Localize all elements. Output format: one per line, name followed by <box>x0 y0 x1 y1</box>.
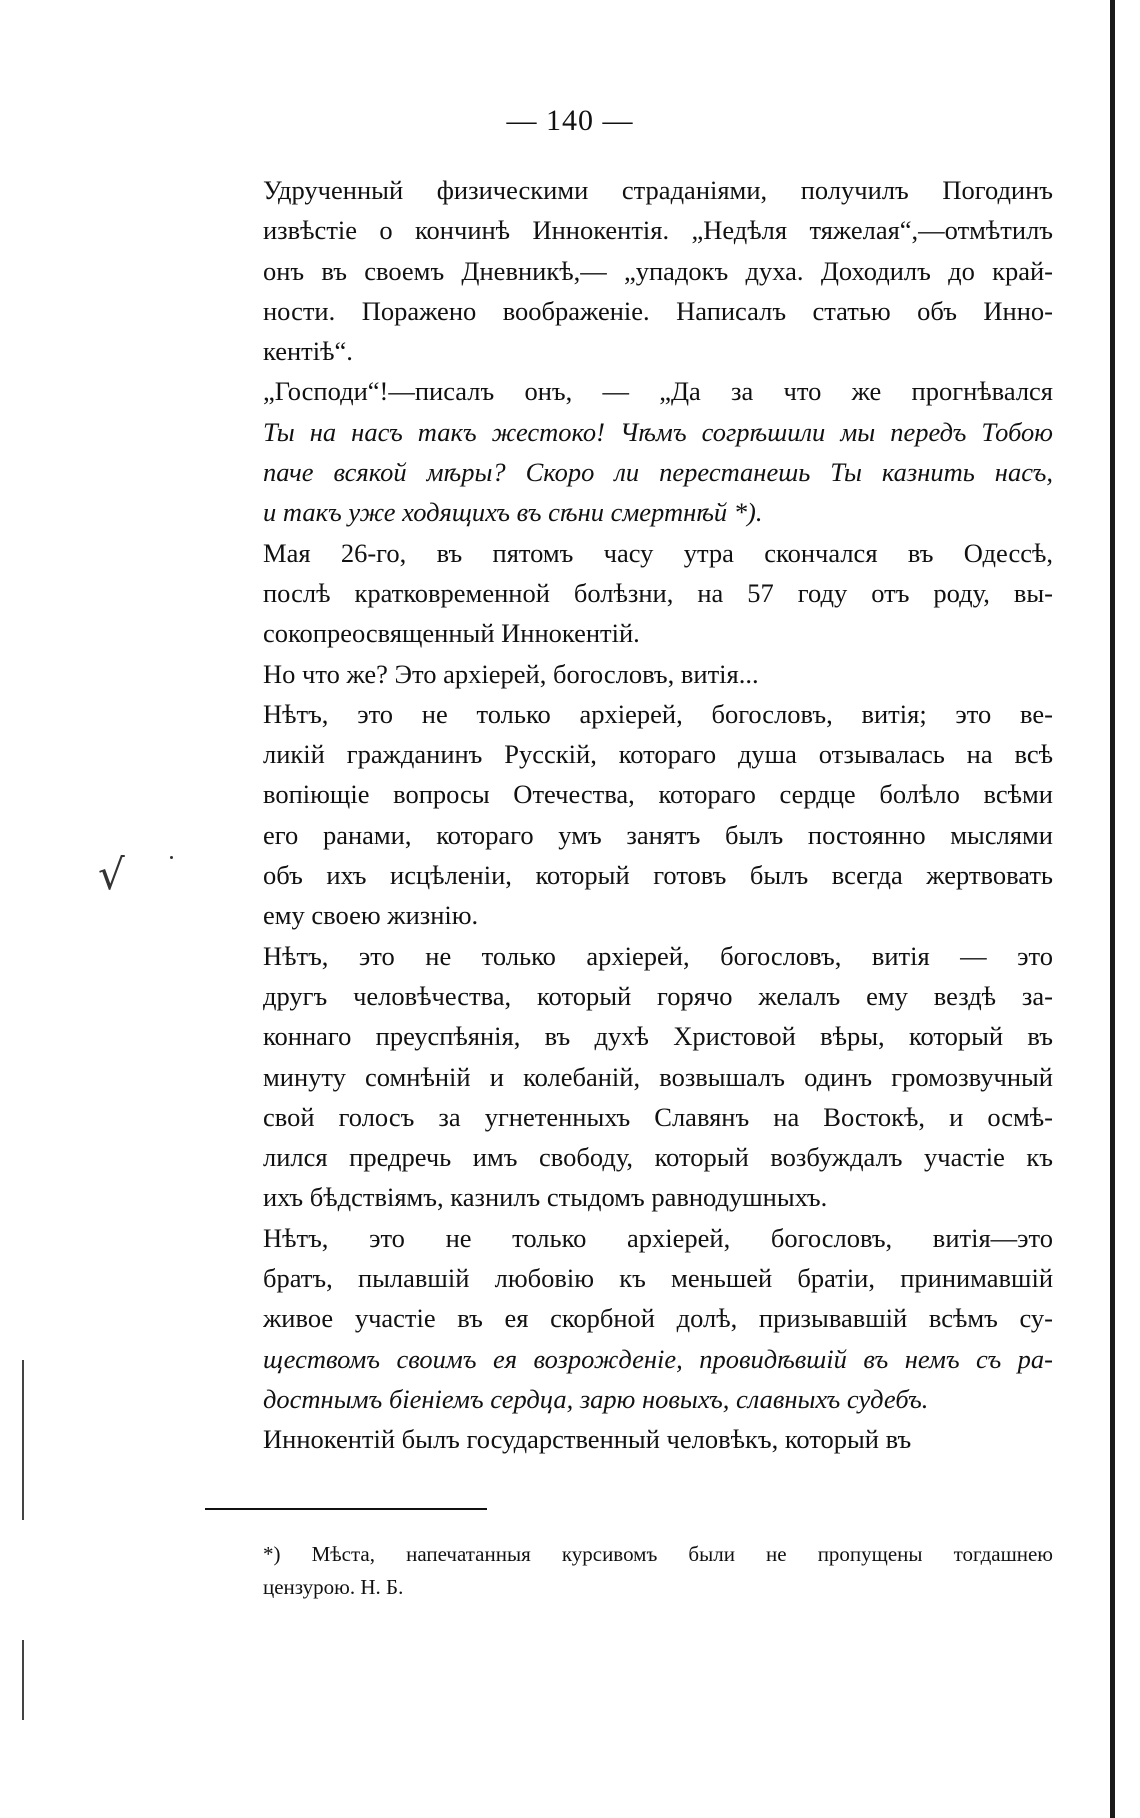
text-line: ности. Поражено воображеніе. Написалъ статью объ Инно- <box>263 295 1053 326</box>
text-line: послѣ кратковременной болѣзни, на 57 году отъ роду, вы- <box>263 577 1053 608</box>
text-line: паче всякой мѣры? Скоро ли перестанешь Ты казнить насъ, <box>263 457 1053 488</box>
text-line: минуту сомнѣній и колебаній, возвышалъ одинъ громозвучный <box>263 1061 1053 1092</box>
page-number: — 140 — <box>506 104 634 137</box>
text-line: и такъ уже ходящихъ въ сѣни смертнѣй *). <box>263 497 763 528</box>
text-line: живое участіе въ ея скорбной долѣ, призывавшій всѣмъ су- <box>263 1303 1053 1334</box>
footnote-line: *) Мѣста, напечатанныя курсивомъ были не пропущены тогдашнею <box>263 1542 1053 1566</box>
text-line: сокопреосвященный Иннокентій. <box>263 618 640 649</box>
text-line: свой голосъ за угнетенныхъ Славянъ на Востокѣ, и осмѣ- <box>263 1101 1053 1132</box>
footnote-line: цензурою. Н. Б. <box>263 1575 404 1599</box>
margin-checkmark: √ <box>98 850 125 899</box>
text-line: лился предречь имъ свободу, который возбуждалъ участіе къ <box>263 1142 1053 1173</box>
text-line: ихъ бѣдствіямъ, казнилъ стыдомъ равнодушныхъ. <box>263 1182 828 1213</box>
text-line: объ ихъ исцѣленіи, который готовъ былъ всегда жертвовать <box>263 860 1053 891</box>
left-edge-mark <box>22 1640 24 1720</box>
text-line: братъ, пылавшій любовію къ меньшей братіи, принимавшій <box>263 1263 1053 1294</box>
text-line: ему своею жизнію. <box>263 900 479 931</box>
left-edge-mark <box>22 1360 24 1520</box>
paragraph <box>263 1419 1053 1459</box>
paragraph <box>263 371 1053 532</box>
text-line: ществомъ своимъ ея возрожденіе, провидѣвшій въ немъ съ ра- <box>263 1343 1053 1374</box>
text-line: Ты на насъ такъ жестоко! Чѣмъ согрѣшили мы передъ Тобою <box>263 416 1053 447</box>
text-line: другъ человѣчества, который горячо желалъ ему вездѣ за- <box>263 980 1053 1011</box>
text-line: Нѣтъ, это не только архіерей, богословъ, витія — это <box>263 940 1053 971</box>
margin-dot <box>170 856 173 859</box>
text-line: кентіѣ“. <box>263 336 353 367</box>
text-line: вопіющіе вопросы Отечества, котораго сердце болѣло всѣми <box>263 779 1053 810</box>
text-line: Иннокентій былъ государственный человѣкъ, который въ <box>263 1424 912 1455</box>
text-line: онъ въ своемъ Дневникѣ,— „упадокъ духа. Доходилъ до край- <box>263 255 1053 286</box>
text-line: его ранами, котораго умъ занятъ былъ постоянно мыслями <box>263 819 1053 850</box>
paragraph <box>263 533 1053 654</box>
text-line: Нѣтъ, это не только архіерей, богословъ, витія—это <box>263 1222 1053 1253</box>
body-text <box>263 170 1053 1460</box>
text-line: Мая 26-го, въ пятомъ часу утра скончался въ Одессѣ, <box>263 537 1053 568</box>
paragraph <box>263 170 1053 371</box>
spine-edge <box>1110 0 1115 1818</box>
text-line: ликій гражданинъ Русскій, котораго душа отзывалась на всѣ <box>263 739 1053 770</box>
text-line: „Господи“!—писалъ онъ, — „Да за что же прогнѣвался <box>263 376 1053 407</box>
footnote-rule <box>205 1508 487 1510</box>
paragraph <box>263 654 1053 694</box>
footnote <box>263 1538 1053 1604</box>
text-line: Нѣтъ, это не только архіерей, богословъ, витія; это ве- <box>263 698 1053 729</box>
paragraph <box>263 936 1053 1218</box>
text-line: коннаго преуспѣянія, въ духѣ Христовой вѣры, который въ <box>263 1021 1053 1052</box>
text-line: Удрученный физическими страданіями, получилъ Погодинъ <box>263 175 1053 205</box>
text-line: извѣстіе о кончинѣ Иннокентія. „Недѣля тяжелая“,—отмѣтилъ <box>263 215 1053 246</box>
text-line: достнымъ біеніемъ сердца, зарю новыхъ, славныхъ судебъ. <box>263 1383 929 1414</box>
text-line: Но что же? Это архіерей, богословъ, витія... <box>263 658 759 689</box>
paragraph <box>263 694 1053 936</box>
paragraph <box>263 1218 1053 1419</box>
